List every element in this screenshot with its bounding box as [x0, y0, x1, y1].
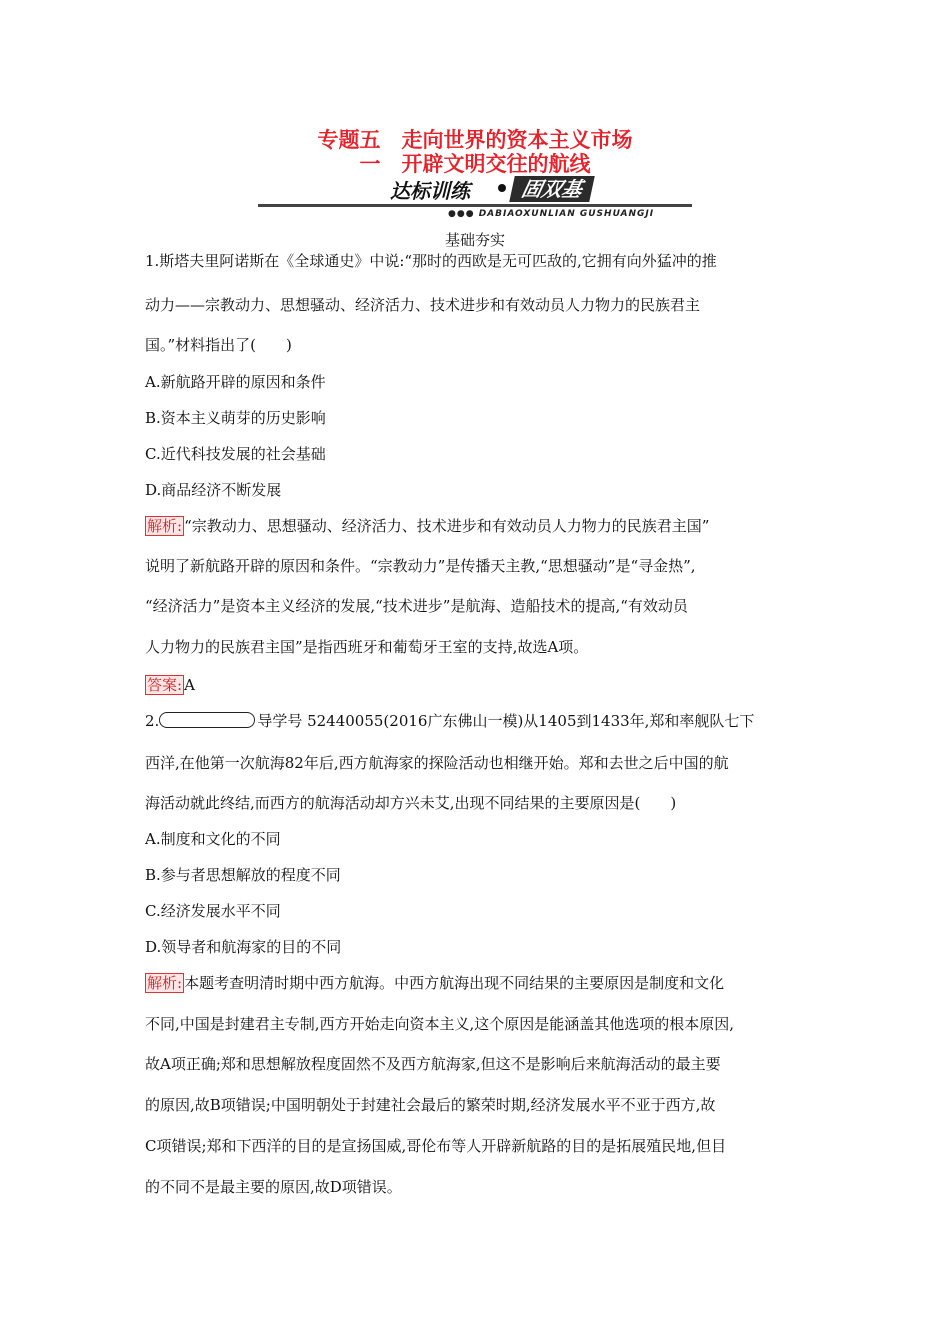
analysis-text: 不同,中国是封建君主专制,西方开始走向资本主义,这个原因是能涵盖其他选项的根本原因,: [145, 1015, 735, 1033]
analysis-text: 的不同不是最主要的原因,故D项错误。: [145, 1178, 402, 1196]
analysis-text: “宗教动力、思想骚动、经济活力、技术进步和有效动员人力物力的民族君主国”: [184, 517, 710, 535]
banner-highlight: 固双基: [509, 176, 595, 202]
banner-subtitle: [448, 209, 654, 219]
option-d: D.商品经济不断发展: [145, 481, 282, 499]
question-text: 海活动就此终结,而西方的航海活动却方兴未艾,出现不同结果的主要原因是( ): [145, 794, 677, 812]
analysis-text: “经济活力”是资本主义经济的发展,“技术进步”是航海、造船技术的提高,“有效动员: [145, 597, 688, 615]
section-title: 基础夯实: [444, 231, 505, 249]
banner-pinyin: DABIAOXUNLIAN GUSHUANGJI: [478, 209, 655, 219]
question-text: 动力——宗教动力、思想骚动、经济活力、技术进步和有效动员人力物力的民族君主: [145, 296, 701, 314]
banner-dots-icon: ●●●: [448, 209, 475, 219]
option-c: C.近代科技发展的社会基础: [145, 445, 326, 463]
banner-rule: [258, 204, 692, 207]
option-d: D.领导者和航海家的目的不同: [145, 938, 342, 956]
analysis-tag: 解析:: [147, 517, 183, 535]
section-banner: [258, 174, 692, 222]
answer-line: [145, 674, 195, 695]
question-text: 西洋,在他第一次航海82年后,西方航海家的探险活动也相继开始。郑和去世之后中国的航: [145, 754, 729, 772]
question-text-first: 导学号 52440055(2016广东佛山一模)从1405到1433年,郑和率舰队七下: [257, 712, 755, 730]
analysis-text: 本题考查明清时期中西方航海。中西方航海出现不同结果的主要原因是制度和文化: [184, 974, 725, 992]
chapter-title: 专题五 走向世界的资本主义市场: [317, 128, 633, 152]
option-b: B.资本主义萌芽的历史影响: [145, 409, 326, 427]
question-number: 2.: [145, 712, 160, 730]
guide-badge-icon: [159, 712, 255, 728]
question-text: 1.斯塔夫里阿诺斯在《全球通史》中说:“那时的西欧是无可匹敌的,它拥有向外猛冲的推: [145, 252, 717, 270]
banner-label: 达标训练: [390, 179, 470, 203]
option-a: A.制度和文化的不同: [145, 830, 281, 848]
analysis-text: 说明了新航路开辟的原因和条件。“宗教动力”是传播天主教,“思想骚动”是“寻金热”,: [145, 557, 696, 575]
analysis-line: [145, 972, 724, 993]
option-c: C.经济发展水平不同: [145, 902, 281, 920]
answer-tag: 答案:: [147, 676, 183, 694]
question-text: 国。”材料指出了( ): [145, 336, 292, 354]
analysis-text: C项错误;郑和下西洋的目的是宣扬国威,哥伦布等人开辟新航路的目的是拓展殖民地,但目: [145, 1137, 727, 1155]
analysis-text: 人力物力的民族君主国”是指西班牙和葡萄牙王室的支持,故选A项。: [145, 638, 589, 656]
option-b: B.参与者思想解放的程度不同: [145, 866, 341, 884]
lesson-title: 一 开辟文明交往的航线: [359, 152, 591, 176]
option-a: A.新航路开辟的原因和条件: [145, 373, 326, 391]
analysis-tag: 解析:: [147, 974, 183, 992]
banner-dot-icon: [498, 184, 506, 192]
analysis-line: [145, 515, 709, 536]
question-text: [145, 710, 754, 731]
analysis-text: 故A项正确;郑和思想解放程度固然不及西方航海家,但这不是影响后来航海活动的最主要: [145, 1055, 721, 1073]
answer-value: A: [184, 676, 195, 694]
analysis-text: 的原因,故B项错误;中国明朝处于封建社会最后的繁荣时期,经济发展水平不亚于西方,故: [145, 1096, 716, 1114]
